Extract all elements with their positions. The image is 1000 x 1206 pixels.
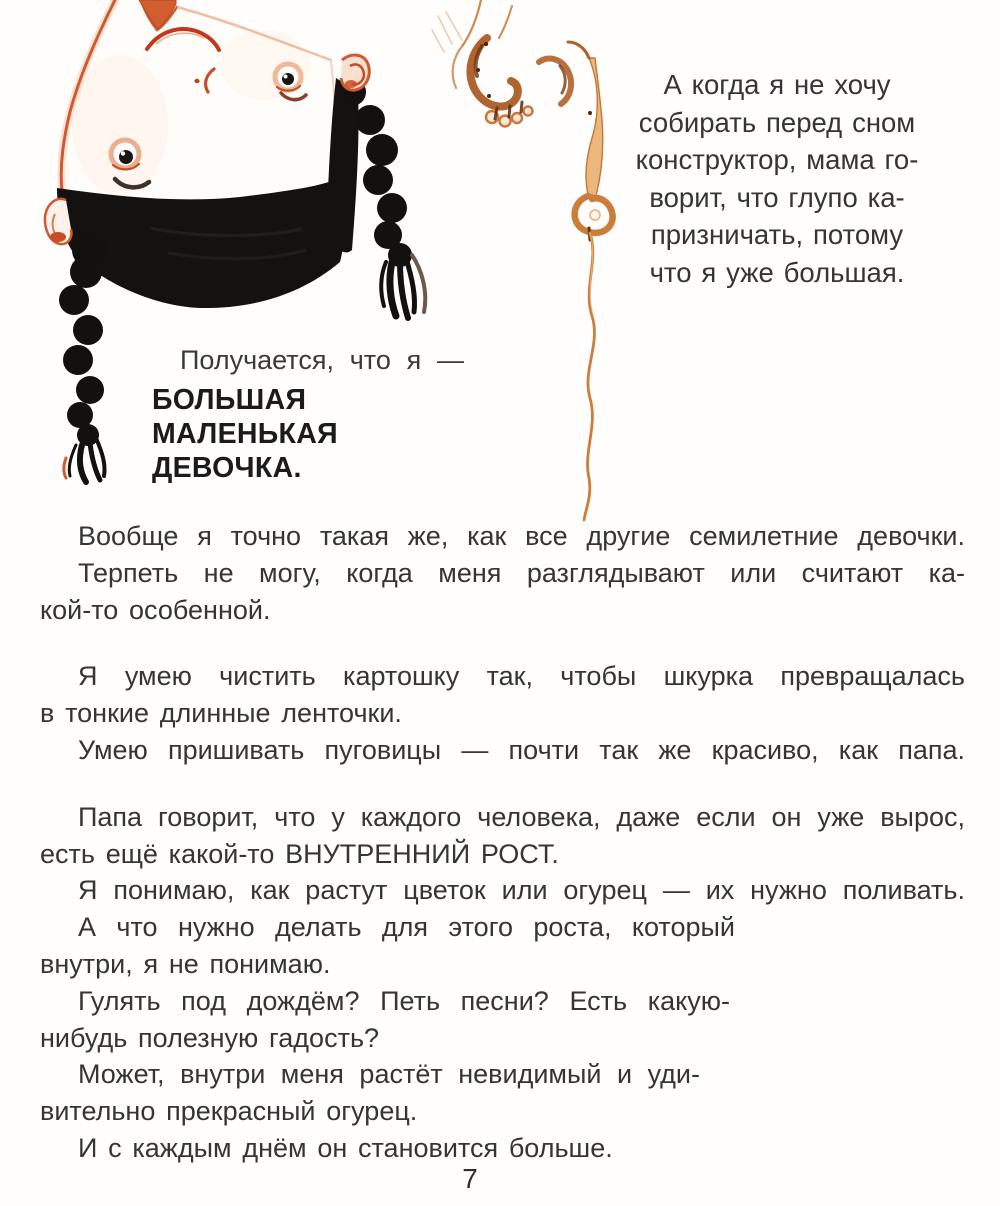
wrist-line: [499, 6, 512, 38]
right-ear: [341, 55, 369, 90]
text-line: И с каждым днём он становится больше.: [78, 1132, 613, 1163]
intro-line: А когда я не хочу: [663, 69, 891, 100]
intro-line: ворит, что глупо ка-: [649, 181, 905, 213]
intro-line: что я уже большая.: [649, 256, 905, 288]
main-text-block: [40, 518, 965, 1167]
string-hook: [568, 42, 589, 58]
intro-paragraph: [620, 66, 934, 291]
wrist-line: [463, 0, 481, 45]
text-line: Умею пришивать пуговицы — почти так же красиво, как папа.: [78, 734, 965, 765]
text-line: Я понимаю, как растут цветок или огурец — их нужно поливать.: [78, 875, 965, 906]
palm-contour: [453, 45, 463, 88]
intro-line: собирать перед сном: [638, 106, 916, 138]
text-line: Вообще я точно такая же, как все другие семилетние девочки.: [78, 521, 965, 551]
text-line: Папа говорит, что у каждого человека, даже если он уже вырос,: [78, 801, 965, 832]
text-line: Гулять под дождём? Петь песни? Есть какую-: [78, 985, 730, 1016]
caption-block: [152, 344, 464, 485]
text-line: в тонкие длинные ленточки.: [40, 698, 402, 729]
string-curl-hole: [590, 210, 600, 220]
text-line: нибудь полезную гадость?: [40, 1022, 380, 1053]
text-line: кой-то особенной.: [40, 594, 271, 625]
left-braid-tassel: [64, 438, 105, 482]
string-ribbon: [586, 58, 603, 196]
text-line: Терпеть не могу, когда меня разглядывают или считают ка-: [78, 557, 965, 588]
page-number: 7: [462, 1163, 478, 1194]
intro-line: конструктор, мама го-: [635, 144, 919, 175]
text-line: внутри, я не понимаю.: [40, 948, 331, 979]
cheek-wash: [72, 55, 168, 195]
sketch-hatching: [432, 12, 462, 52]
text-line: вительно прекрасный огурец.: [40, 1096, 418, 1127]
intro-line: призничать, потому: [650, 219, 904, 250]
text-line: Может, внутри меня растёт невидимый и уди-: [78, 1059, 700, 1090]
left-eye: [111, 140, 139, 169]
caption-bold-line: БОЛЬШАЯ МАЛЕНЬКАЯ: [152, 384, 338, 450]
text-line: Я умею чистить картошку так, чтобы шкурка превращалась: [78, 661, 965, 692]
caption-bold-line: ДЕВОЧКА.: [152, 452, 302, 484]
right-eye: [275, 64, 301, 91]
dangling-string: [584, 233, 594, 520]
caption-lead-line: Получается, что я —: [180, 345, 464, 375]
text-line: А что нужно делать для этого роста, который: [78, 912, 735, 943]
left-braid: [59, 232, 108, 446]
text-line: есть ещё какой-то ВНУТРЕННИЙ РОСТ.: [40, 838, 559, 869]
